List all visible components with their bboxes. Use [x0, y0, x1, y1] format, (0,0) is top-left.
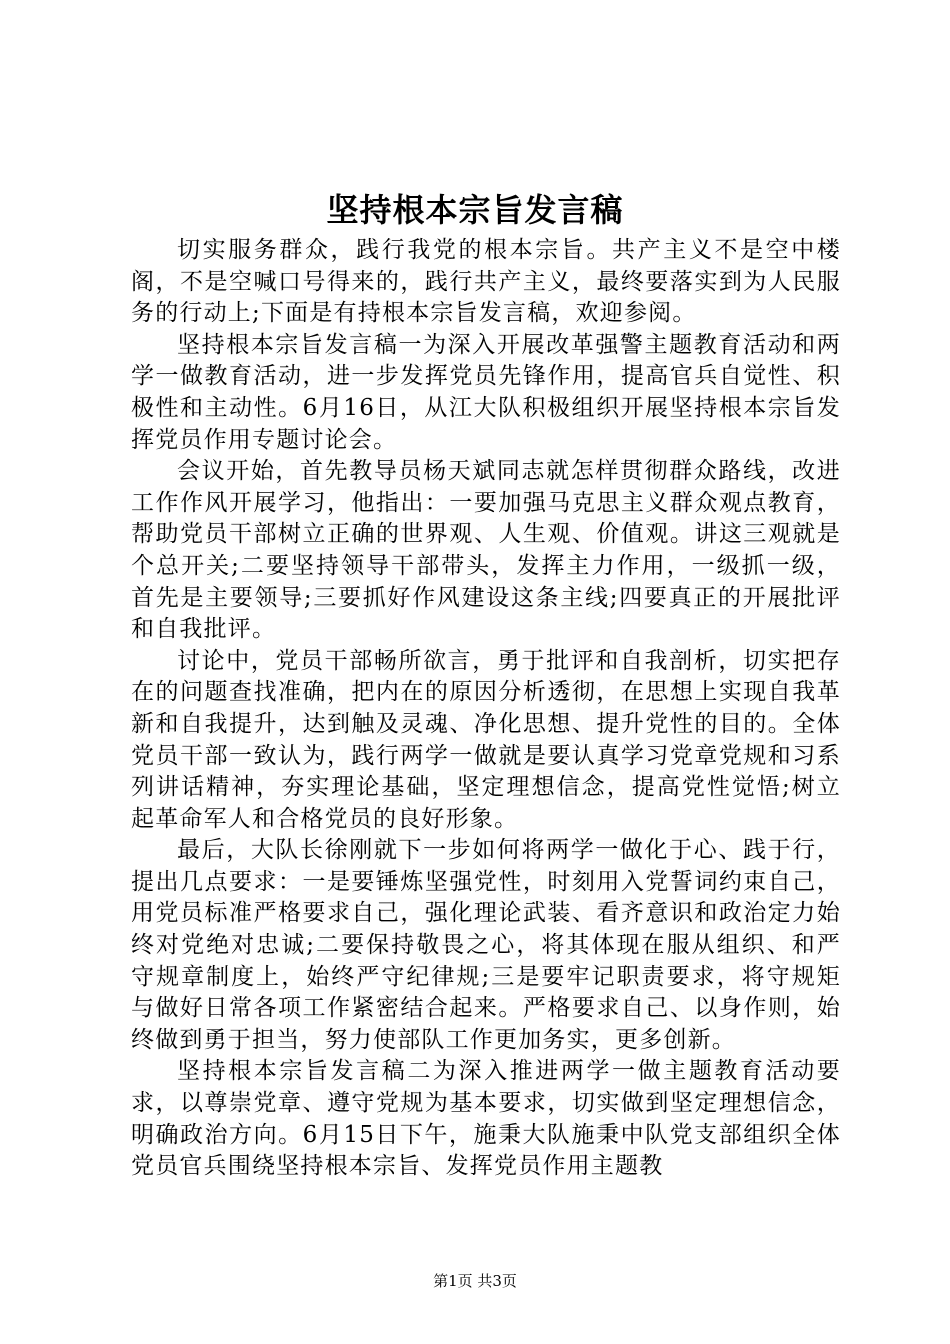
paragraph-intro: 切实服务群众，践行我党的根本宗旨。共产主义不是空中楼阁，不是空喊口号得来的，践行共产主义，最终要落实到为人民服务的行动上;下面是有持根本宗旨发言稿，欢迎参阅。	[131, 237, 841, 327]
paragraph-speech-one: 坚持根本宗旨发言稿一为深入开展改革强警主题教育活动和两学一做教育活动，进一步发挥党员先锋作用，提高官兵自觉性、积极性和主动性。6月16日，从江大队积极组织开展坚持根本宗旨发挥党员作用专题讨论会。	[131, 331, 841, 453]
paragraph-speech-two: 坚持根本宗旨发言稿二为深入推进两学一做主题教育活动要求，以尊崇党章、遵守党规为基本要求，切实做到坚定理想信念，明确政治方向。6月15日下午，施秉大队施秉中队党支部组织全体党员官兵围绕坚持根本宗旨、发挥党员作用主题教	[131, 1058, 841, 1180]
document-title: 坚持根本宗旨发言稿	[326, 191, 624, 229]
page-number: 第1页 共3页	[433, 1272, 517, 1290]
paragraph-requirements: 最后，大队长徐刚就下一步如何将两学一做化于心、践于行，提出几点要求：一是要锤炼坚强党性，时刻用入党誓词约束自己，用党员标准严格要求自己，强化理论武装、看齐意识和政治定力始终对党绝对忠诚;二要保持敬畏之心，将其体现在服从组织、和严守规章制度上，始终严守纪律规;三是要牢记职责要求，将守规矩与做好日常各项工作紧密结合起来。严格要求自己、以身作则，始终做到勇于担当，努力使部队工作更加务实，更多创新。	[131, 837, 841, 1053]
paragraph-meeting-opening: 会议开始，首先教导员杨天斌同志就怎样贯彻群众路线，改进工作作风开展学习，他指出：一要加强马克思主义群众观点教育，帮助党员干部树立正确的世界观、人生观、价值观。讲这三观就是个总开关;二要坚持领导干部带头，发挥主力作用，一级抓一级，首先是主要领导;三要抓好作风建设这条主线;四要真正的开展批评和自我批评。	[131, 458, 841, 643]
paragraph-discussion: 讨论中，党员干部畅所欲言，勇于批评和自我剖析，切实把存在的问题查找准确，把内在的原因分析透彻，在思想上实现自我革新和自我提升，达到触及灵魂、净化思想、提升党性的目的。全体党员干部一致认为，践行两学一做就是要认真学习党章党规和习系列讲话精神，夯实理论基础，坚定理想信念，提高党性觉悟;树立起革命军人和合格党员的良好形象。	[131, 647, 841, 832]
document-body	[131, 235, 841, 1183]
